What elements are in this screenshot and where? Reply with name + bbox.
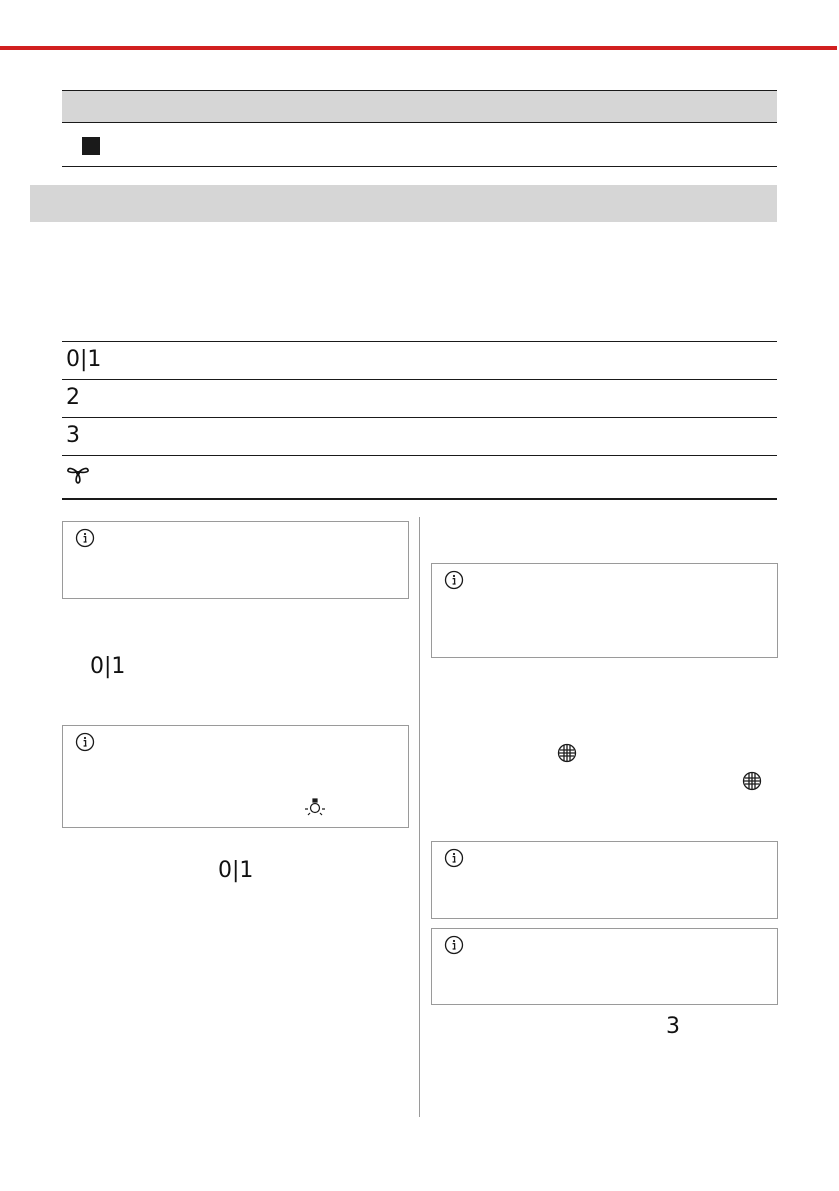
inline-on-off-symbol: 0|1 [218,858,254,883]
info-box [431,841,778,919]
info-box [431,563,778,658]
info-icon [444,848,464,868]
binding-mark [0,46,837,50]
control-symbol-speed-2: 2 [66,385,80,410]
table-bottom-rule [62,166,777,167]
info-icon [75,528,95,548]
info-box [431,928,778,1005]
control-symbol-on-off: 0|1 [66,347,102,372]
info-box [62,521,409,599]
fan-icon [66,462,90,484]
control-table-top-rule [62,341,777,342]
control-table-row-rule [62,417,777,418]
grid-filter-icon [742,771,762,791]
grid-filter-icon [557,743,577,763]
info-box [62,725,409,828]
control-symbol-speed-3: 3 [66,423,80,448]
control-table-row-rule [62,379,777,380]
info-icon [444,935,464,955]
table-header-band [62,90,777,123]
column-divider [419,517,420,1117]
section-heading-band [30,185,777,222]
info-icon [444,570,464,590]
info-icon [75,732,95,752]
inline-on-off-symbol: 0|1 [90,654,126,679]
stop-square-icon [82,137,100,155]
control-table-bottom-rule [62,498,777,500]
inline-speed-3-symbol: 3 [666,1014,680,1039]
light-bulb-icon [303,798,327,820]
control-table-row-rule [62,455,777,456]
